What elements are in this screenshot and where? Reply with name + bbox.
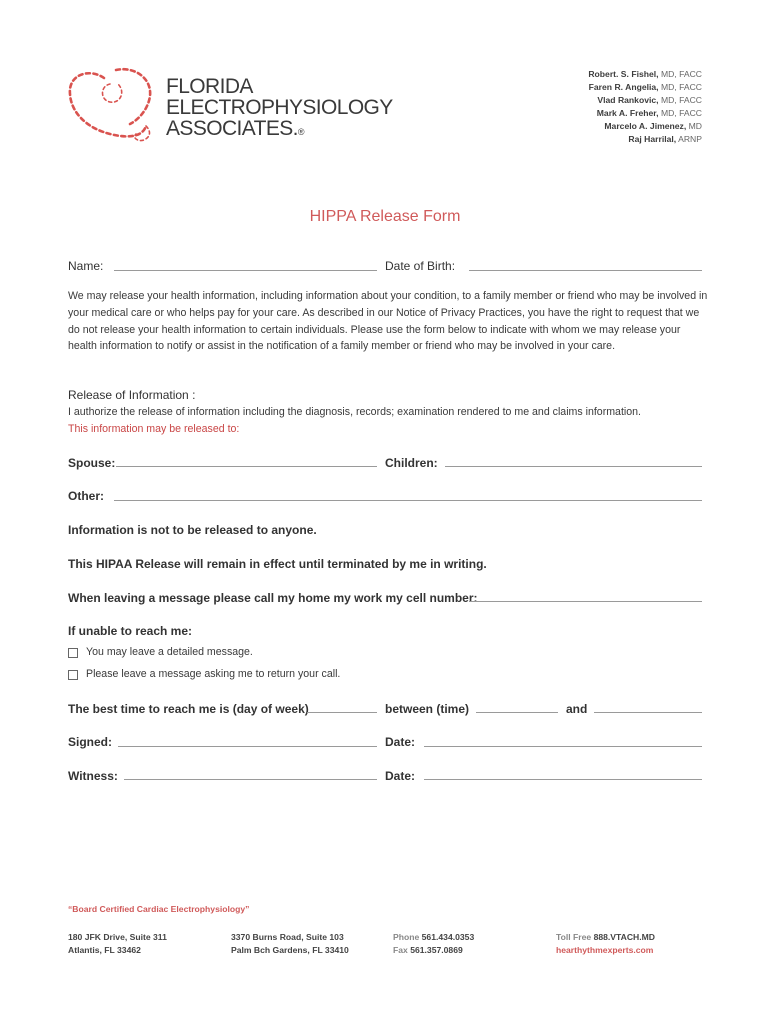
phone-fax: Phone 561.434.0353 Fax 561.357.0869 (393, 932, 475, 955)
doctor-item: Robert. S. Fishel, MD, FACC (588, 69, 702, 79)
doctor-item: Vlad Rankovic, MD, FACC (597, 95, 702, 106)
website-link[interactable]: hearthythmexperts.com (556, 945, 654, 955)
between-label: between (time) (385, 702, 470, 716)
children-field[interactable] (445, 466, 702, 467)
address-palm-beach: 3370 Burns Road, Suite 103 Palm Bch Gardens, FL 33410 (231, 932, 349, 955)
return-call-checkbox[interactable] (68, 670, 78, 680)
form-title: HIPPA Release Form (309, 208, 461, 225)
other-field[interactable] (114, 500, 702, 501)
children-label: Children: (385, 456, 438, 470)
date-field[interactable] (424, 746, 702, 747)
option-detailed-message: You may leave a detailed message. (86, 646, 253, 658)
witness-date-field[interactable] (424, 779, 702, 780)
logo-wordmark (166, 76, 393, 143)
best-day-field[interactable] (307, 712, 377, 713)
date-label: Date: (385, 735, 416, 749)
message-label: When leaving a message please call my home my work my cell number: (68, 591, 478, 605)
dob-label: Date of Birth: (385, 259, 456, 273)
footer-motto: “Board Certified Cardiac Electrophysiology” (68, 904, 250, 914)
logo-heart-icon (60, 64, 164, 146)
logo-line-1: FLORIDA (166, 75, 253, 98)
best-time-label: The best time to reach me is (day of week) (68, 702, 309, 716)
release-heading: Release of Information : (68, 388, 196, 402)
and-label: and (566, 702, 588, 716)
address-atlantis: 180 JFK Drive, Suite 311 Atlantis, FL 33462 (68, 932, 167, 955)
unable-label: If unable to reach me: (68, 624, 193, 638)
time-to-field[interactable] (594, 712, 702, 713)
not-released-text: Information is not to be released to anyone. (68, 523, 317, 537)
release-text: I authorize the release of information including the diagnosis, records; examination rendered to me and claims information. (68, 406, 641, 418)
doctor-item: Marcelo A. Jimenez, MD (604, 121, 702, 132)
witness-field[interactable] (124, 779, 377, 780)
spouse-label: Spouse: (68, 456, 116, 470)
tollfree-website: Toll Free 888.VTACH.MD hearthythmexperts.com (556, 932, 656, 955)
logo-line-3: ASSOCIATES.® (166, 117, 304, 140)
logo-line-2: ELECTROPHYSIOLOGY (166, 96, 393, 119)
signature-field[interactable] (118, 746, 377, 747)
doctor-item: Mark A. Freher, MD, FACC (596, 108, 702, 119)
doctor-item: Raj Harrilal, ARNP (628, 134, 702, 145)
doctor-list (588, 68, 702, 147)
intro-paragraph: We may release your health information, including information about your condition, to a family member or friend who may be involved in your medical care or who helps pay for your care. As described in our Notice of Privacy Practices, you have the right to request that we do not release your health information to certain individuals. Please use the form below to indicate with whom we may release your health information to notify or assist in the notification of a family member or friend who may be involved in your care. (68, 290, 708, 353)
name-label: Name: (68, 259, 104, 273)
option-return-call: Please leave a message asking me to return your call. (86, 668, 341, 680)
doctor-item: Faren R. Angelia, MD, FACC (588, 82, 702, 93)
time-from-field[interactable] (476, 712, 558, 713)
signed-label: Signed: (68, 735, 112, 749)
spouse-field[interactable] (116, 466, 377, 467)
name-field[interactable] (114, 270, 377, 271)
release-red-text: This information may be released to: (68, 423, 240, 435)
witness-date-label: Date: (385, 769, 416, 783)
witness-label: Witness: (68, 769, 118, 783)
dob-field[interactable] (469, 270, 702, 271)
other-label: Other: (68, 489, 104, 503)
message-field[interactable] (469, 601, 702, 602)
detailed-message-checkbox[interactable] (68, 648, 78, 658)
in-effect-text: This HIPAA Release will remain in effect until terminated by me in writing. (68, 557, 487, 571)
